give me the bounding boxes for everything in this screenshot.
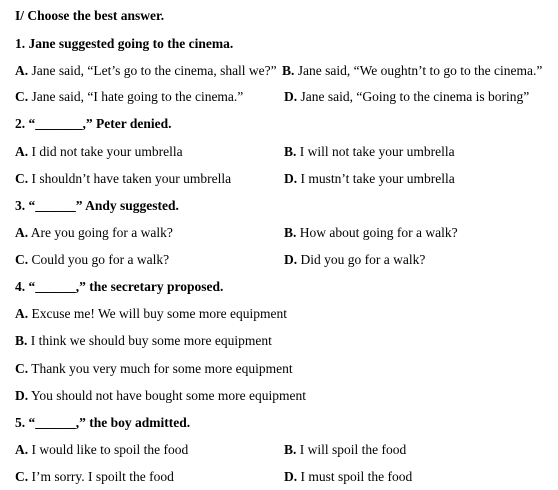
q4-option-b[interactable]: B. I think we should buy some more equipment xyxy=(15,333,272,348)
q1-option-b[interactable]: B. Jane said, “We oughtn’t to go to the cinema.” xyxy=(282,63,543,78)
q5-option-a[interactable]: A. I would like to spoil the food xyxy=(15,442,189,457)
question-4-stem: 4. “______,” the secretary proposed. xyxy=(15,279,224,294)
q1-option-d[interactable]: D. Jane said, “Going to the cinema is boring” xyxy=(284,89,530,104)
q2-option-a[interactable]: A. I did not take your umbrella xyxy=(15,144,183,159)
q1-option-c[interactable]: C. Jane said, “I hate going to the cinema.” xyxy=(15,89,244,104)
question-5-stem: 5. “______,” the boy admitted. xyxy=(15,415,191,430)
q1-option-a[interactable]: A. Jane said, “Let’s go to the cinema, shall we?” xyxy=(15,63,277,78)
q4-option-d[interactable]: D. You should not have bought some more equipment xyxy=(15,388,306,403)
question-2-stem: 2. “_______,” Peter denied. xyxy=(15,116,172,131)
q5-option-c[interactable]: C. I’m sorry. I spoilt the food xyxy=(15,469,174,484)
q5-option-d[interactable]: D. I must spoil the food xyxy=(284,469,413,484)
q3-option-b[interactable]: B. How about going for a walk? xyxy=(284,225,458,240)
q4-option-c[interactable]: C. Thank you very much for some more equipment xyxy=(15,361,293,376)
q5-option-b[interactable]: B. I will spoil the food xyxy=(284,442,407,457)
q3-option-d[interactable]: D. Did you go for a walk? xyxy=(284,252,426,267)
q2-option-c[interactable]: C. I shouldn’t have taken your umbrella xyxy=(15,171,232,186)
q2-option-b[interactable]: B. I will not take your umbrella xyxy=(284,144,455,159)
q3-option-c[interactable]: C. Could you go for a walk? xyxy=(15,252,170,267)
question-1-stem: 1. Jane suggested going to the cinema. xyxy=(15,36,234,51)
q3-option-a[interactable]: A. Are you going for a walk? xyxy=(15,225,173,240)
q2-option-d[interactable]: D. I mustn’t take your umbrella xyxy=(284,171,455,186)
question-3-stem: 3. “______” Andy suggested. xyxy=(15,198,179,213)
section-header: I/ Choose the best answer. xyxy=(15,8,165,23)
q4-option-a[interactable]: A. Excuse me! We will buy some more equipment xyxy=(15,306,287,321)
